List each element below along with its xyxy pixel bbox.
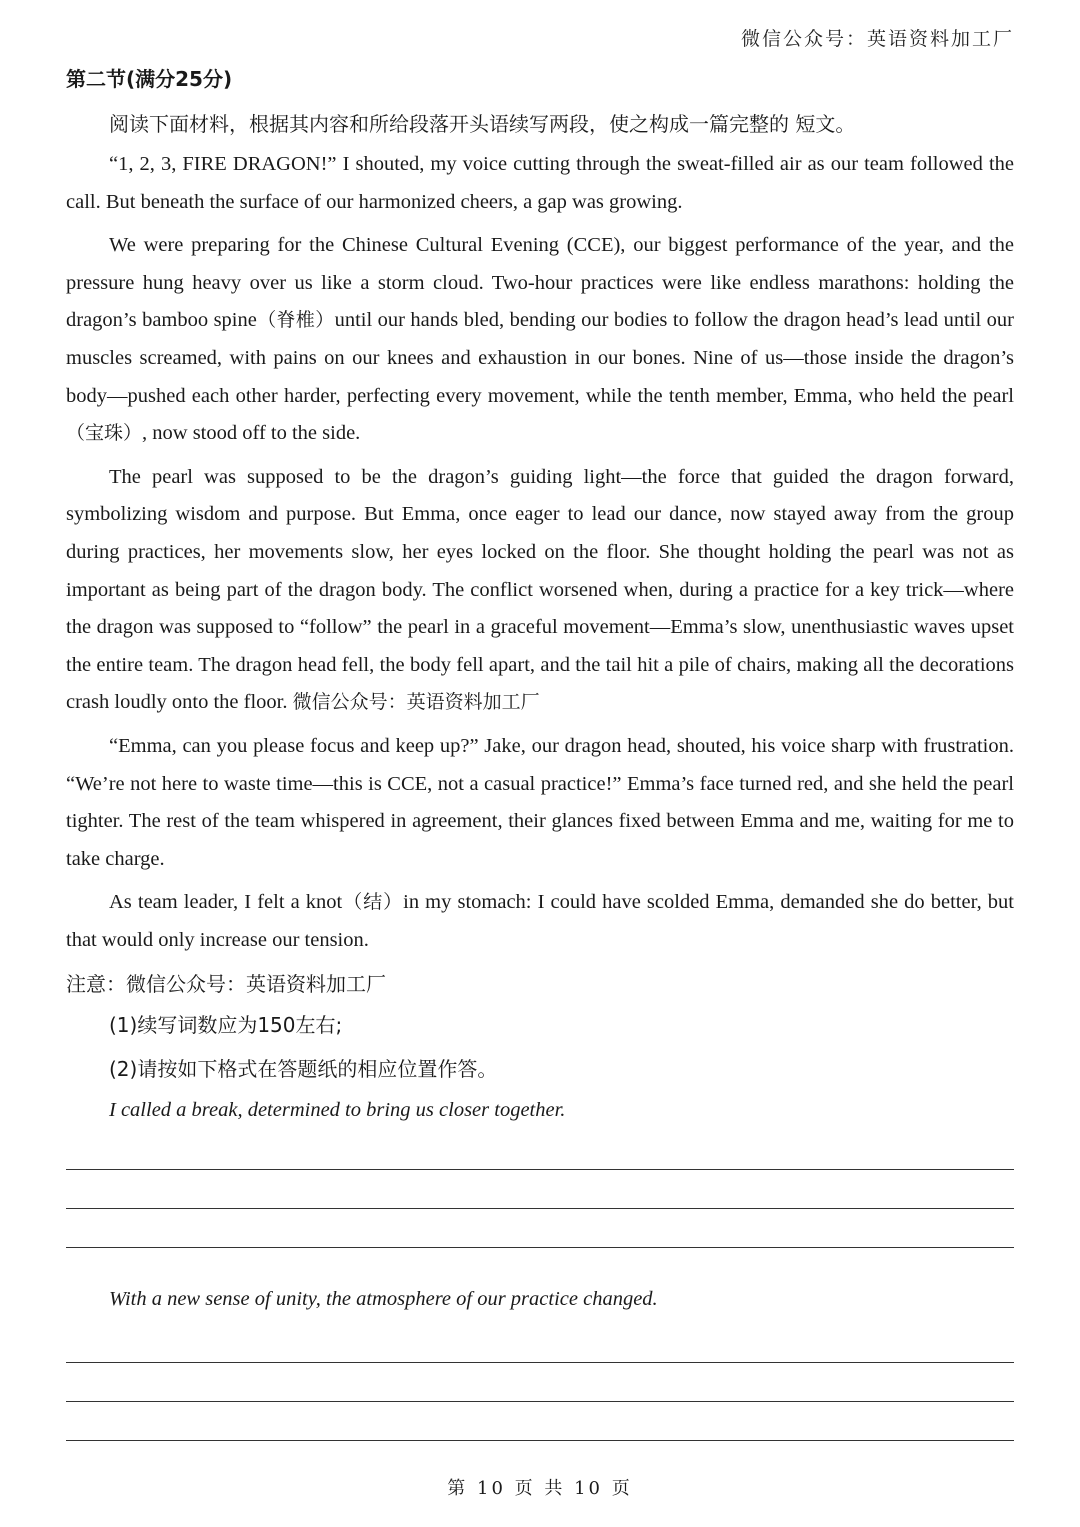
answer-line[interactable]: [66, 1324, 1014, 1363]
note-item-1: (1)续写词数应为150左右;: [109, 1013, 343, 1038]
answer-line[interactable]: [66, 1402, 1014, 1441]
document-page: [66, 62, 1014, 1441]
passage-paragraph-2: [66, 227, 1014, 453]
gloss-knot: （结）: [342, 891, 404, 914]
answer-line[interactable]: [66, 1209, 1014, 1248]
paragraph-5-text-b: in my stomach: I could have scolded Emma, demanded she do better, but that would only increase our tension.: [66, 891, 1014, 951]
continuation-prompt-1: I called a break, determined to bring us closer together.: [109, 1099, 566, 1122]
answer-lines-2: [66, 1324, 1014, 1441]
paragraph-2-text-c: , now stood off to the side.: [142, 422, 361, 445]
section-title: 第二节(满分25分): [66, 67, 233, 91]
notes-label: 注意：微信公众号：英语资料加工厂: [66, 972, 386, 997]
paragraph-3-text: The pearl was supposed to be the dragon’s guiding light—the force that guided the dragon forward, symbolizing wisdom and purpose. But Emma, once eager to lead our dance, now stayed away from the group during practices, her movements slow, her eyes locked on the floor. She thought holding the pearl was not as important as being part of the dragon body. The conflict worsened when, during a practice for a key trick—where the dragon was supposed to “follow” the pearl in a graceful movement—Emma’s slow, unenthusiastic waves upset the entire team. The dragon head fell, the body fell apart, and the tail hit a pile of chairs, making all the decorations crash loudly onto the floor.: [66, 465, 1014, 714]
passage-paragraph-5: [66, 884, 1014, 959]
gloss-pearl: （宝珠）: [66, 422, 143, 445]
header-watermark: 微信公众号：英语资料加工厂: [740, 28, 1014, 50]
answer-lines-1: [66, 1131, 1014, 1248]
answer-line[interactable]: [66, 1363, 1014, 1402]
continuation-prompt-2: With a new sense of unity, the atmosphere of our practice changed.: [109, 1288, 658, 1311]
answer-line[interactable]: [66, 1131, 1014, 1170]
paragraph-2-text-a: We were preparing for the Chinese Cultural Evening (CCE), our biggest performance of the year, and the pressure hung heavy over us like a storm cloud. Two-hour practices were like endless marathons: holding the dragon’s bamboo spine: [66, 234, 1014, 332]
inline-watermark: 微信公众号：英语资料加工厂: [292, 691, 540, 714]
page-number: 第 10 页 共 10 页: [447, 1478, 633, 1499]
passage-paragraph-1: “1, 2, 3, FIRE DRAGON!” I shouted, my voice cutting through the sweat-filled air as our team followed the call. But beneath the surface of our harmonized cheers, a gap was growing.: [66, 153, 1014, 213]
instruction-text: 阅读下面材料，根据其内容和所给段落开头语续写两段，使之构成一篇完整的 短文。: [109, 112, 856, 136]
answer-line[interactable]: [66, 1170, 1014, 1209]
paragraph-2-text-b: until our hands bled, bending our bodies to follow the dragon head’s lead until our muscles screamed, with pains on our knees and exhaustion in our bones. Nine of us—those inside the dragon’s body—pushed each other harder, perfecting every movement, while the tenth member, Emma, who held the pearl: [66, 309, 1014, 407]
paragraph-5-text-a: As team leader, I felt a knot: [109, 891, 343, 914]
passage-paragraph-4: “Emma, can you please focus and keep up?” Jake, our dragon head, shouted, his voice sharp with frustration. “We’re not here to waste time—this is CCE, not a casual practice!” Emma’s face turned red, and she held the pearl tighter. The rest of the team whispered in agreement, their glances fixed between Emma and me, waiting for me to take charge.: [66, 734, 1014, 870]
passage-paragraph-3: [66, 459, 1014, 722]
note-item-2: (2)请按如下格式在答题纸的相应位置作答。: [109, 1057, 498, 1082]
gloss-spine: （脊椎）: [256, 309, 335, 332]
